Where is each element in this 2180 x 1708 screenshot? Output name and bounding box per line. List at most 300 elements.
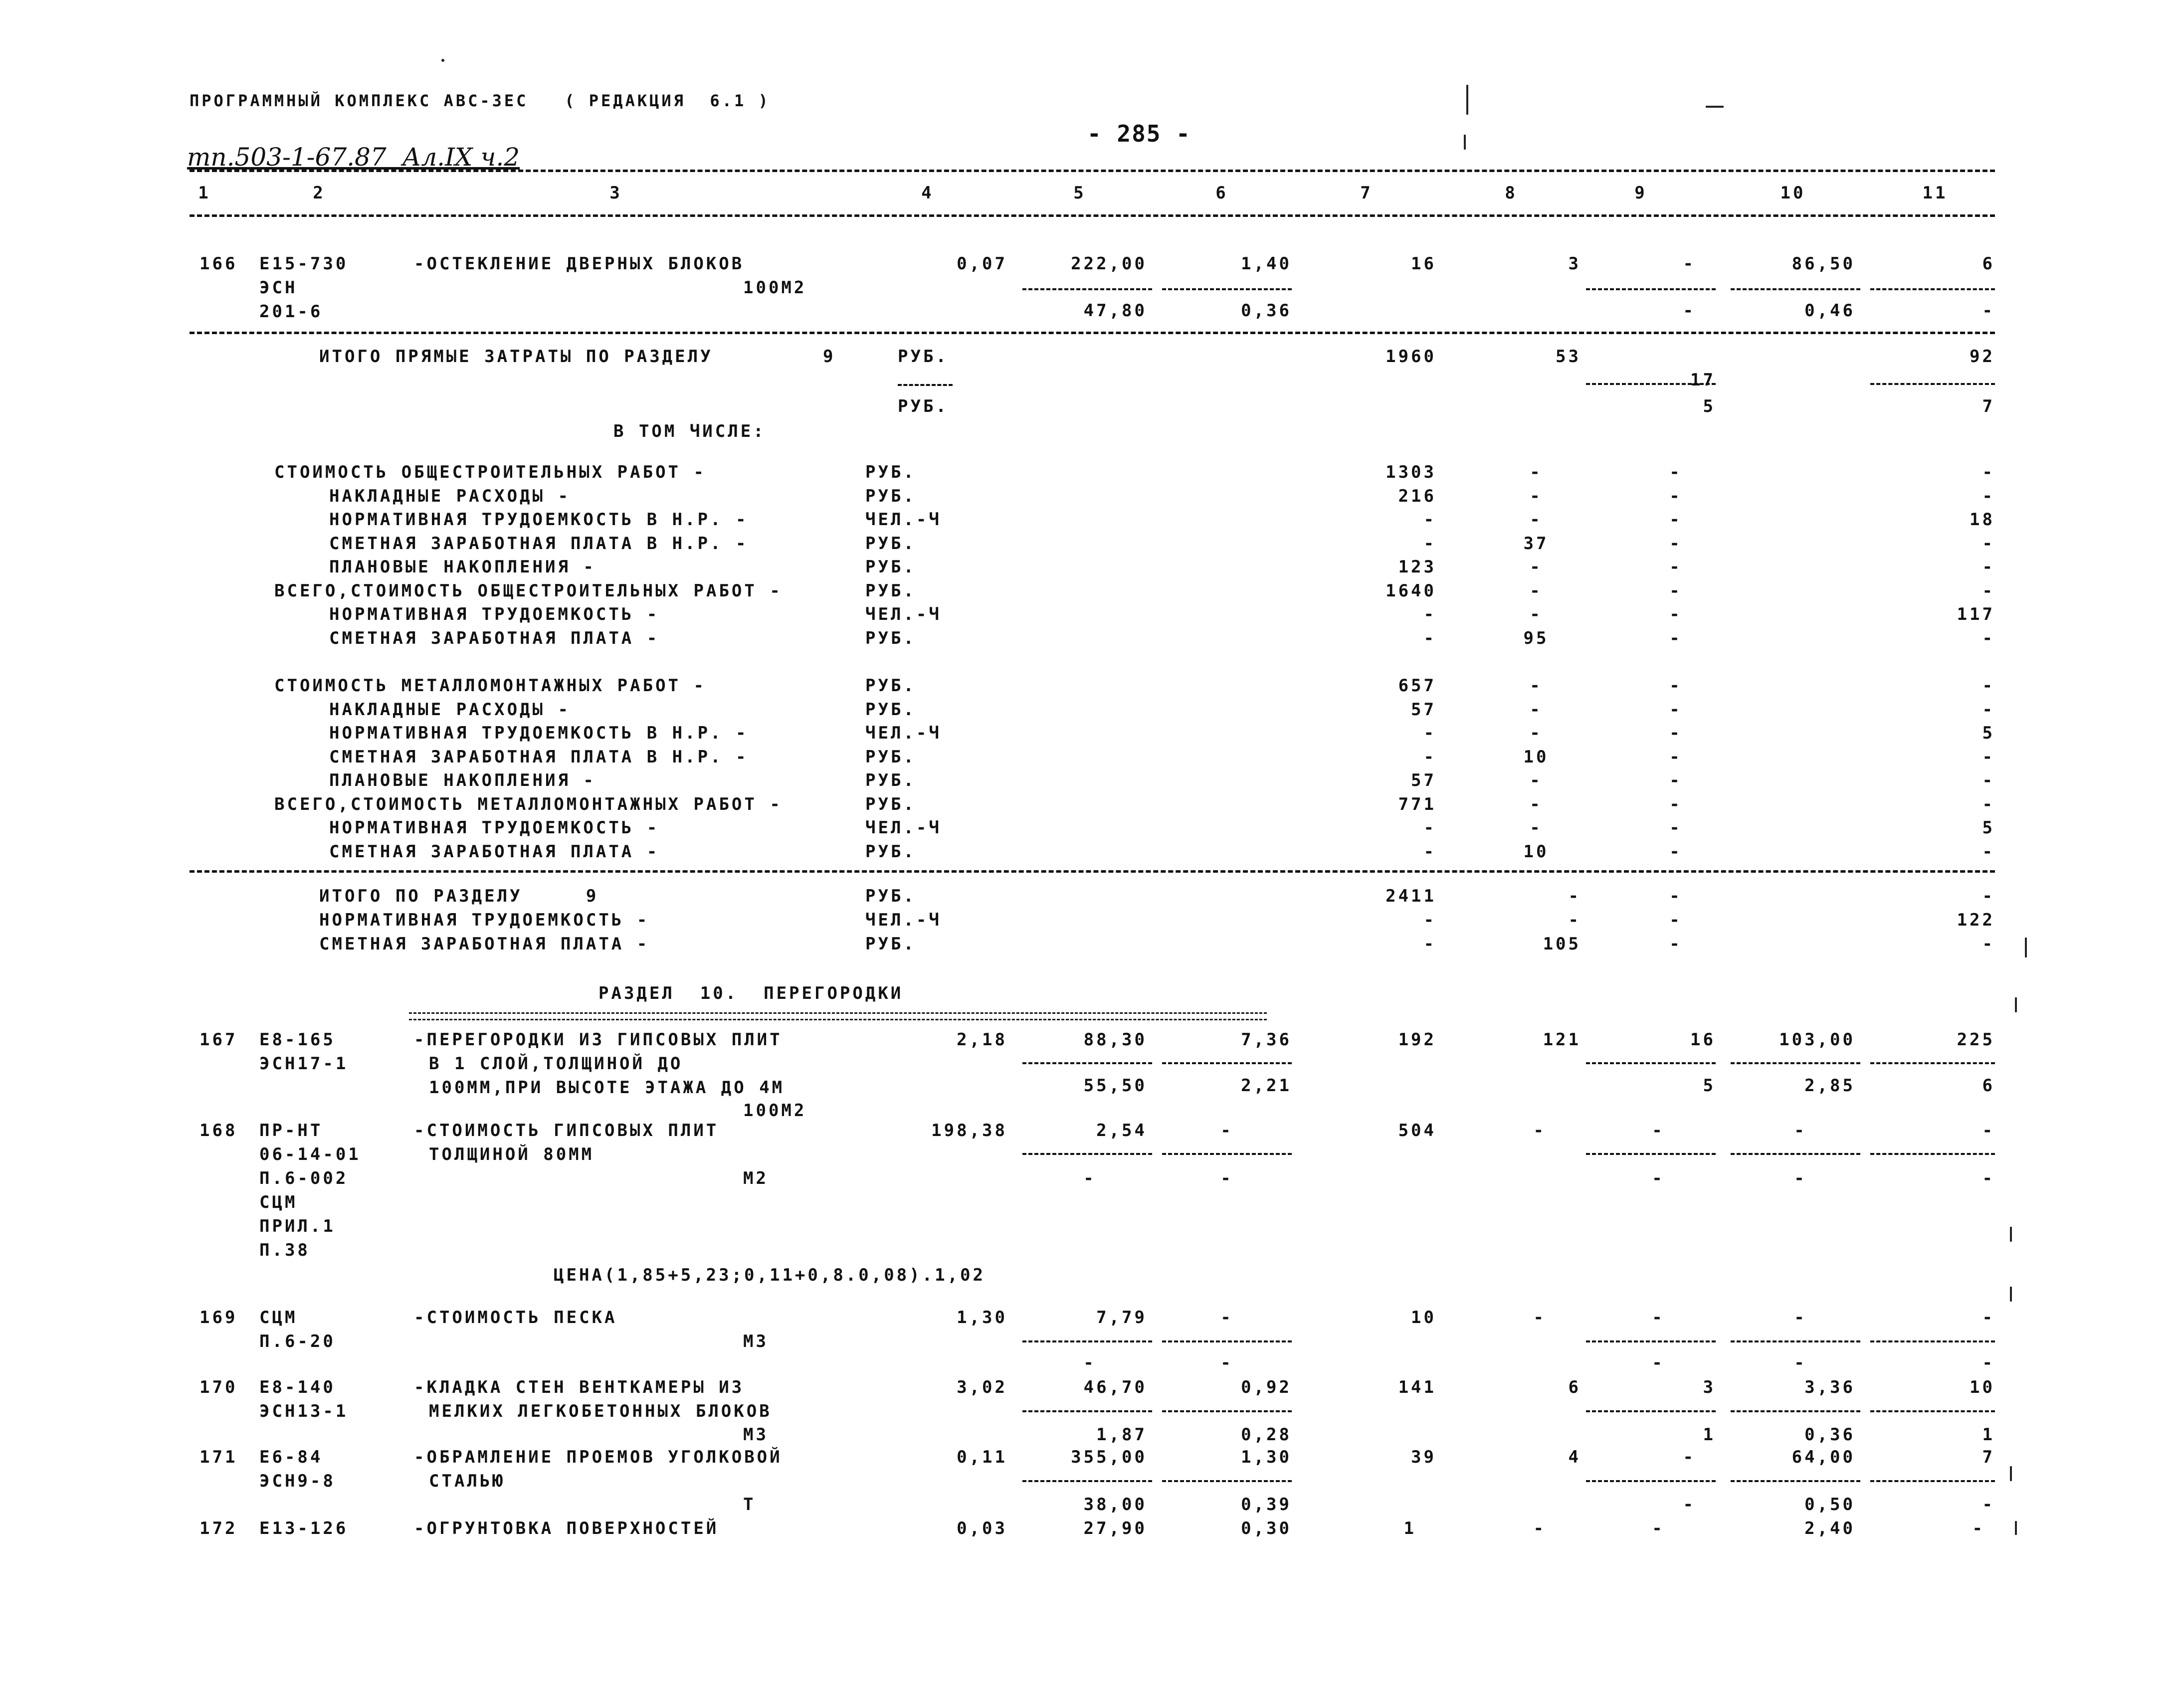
measure-unit: 100М2 bbox=[743, 1101, 807, 1121]
total-label: СМЕТНАЯ ЗАРАБОТНАЯ ПЛАТА - bbox=[319, 934, 650, 954]
breakdown-machine: - bbox=[1669, 534, 1682, 554]
total-label: ИТОГО ПРЯМЫЕ ЗАТРАТЫ ПО РАЗДЕЛУ bbox=[319, 347, 713, 367]
machine-total: - bbox=[1683, 254, 1696, 274]
sub-rule bbox=[1870, 288, 1995, 290]
unit-cost-wages: 55,50 bbox=[1083, 1076, 1147, 1096]
breakdown-unit: РУБ. bbox=[865, 676, 916, 696]
breakdown-unit: РУБ. bbox=[865, 794, 916, 814]
breakdown-total: 57 bbox=[1411, 770, 1436, 790]
breakdown-machine: - bbox=[1669, 581, 1682, 601]
total-cost: 504 bbox=[1398, 1121, 1436, 1140]
labor-unit: 86,50 bbox=[1791, 254, 1855, 274]
machine-cost: - bbox=[1220, 1308, 1233, 1328]
breakdown-labor: - bbox=[1982, 794, 1995, 814]
sub-rule bbox=[1162, 1410, 1292, 1412]
measure-unit: М3 bbox=[743, 1331, 769, 1351]
sub-rule bbox=[1022, 288, 1152, 290]
total-cost: - bbox=[1423, 910, 1436, 930]
sub-rule bbox=[1731, 1062, 1860, 1064]
program-header: ПРОГРАММНЫЙ КОМПЛЕКС АВС-ЗЕС ( РЕДАКЦИЯ 6.1 ) bbox=[190, 91, 771, 110]
breakdown-label: НОРМАТИВНАЯ ТРУДОЕМКОСТЬ В Н.Р. - bbox=[329, 510, 749, 530]
unit-cost-wages: 1,87 bbox=[1096, 1425, 1147, 1445]
breakdown-unit: РУБ. bbox=[865, 628, 916, 648]
machine-cost: 1,40 bbox=[1241, 254, 1292, 274]
work-name-2: МЕЛКИХ ЛЕГКОБЕТОННЫХ БЛОКОВ bbox=[429, 1401, 772, 1421]
breakdown-label: НОРМАТИВНАЯ ТРУДОЕМКОСТЬ - bbox=[329, 818, 660, 838]
breakdown-wages: - bbox=[1530, 581, 1543, 601]
breakdown-label: НОРМАТИВНАЯ ТРУДОЕМКОСТЬ - bbox=[329, 604, 660, 624]
breakdown-wages: - bbox=[1530, 486, 1543, 506]
breakdown-labor: - bbox=[1982, 700, 1995, 720]
row-number: 166 bbox=[199, 254, 238, 274]
total-machine: - bbox=[1669, 886, 1682, 906]
breakdown-total: - bbox=[1423, 842, 1436, 862]
scan-speck bbox=[2015, 997, 2017, 1012]
machine-wages: - bbox=[1652, 1353, 1665, 1373]
machine-cost-wages: 0,28 bbox=[1241, 1425, 1292, 1445]
labor-total: 7 bbox=[1982, 1447, 1995, 1467]
unit-cost: 222,00 bbox=[1071, 254, 1147, 274]
including-heading: В ТОМ ЧИСЛЕ: bbox=[613, 421, 766, 441]
scan-speck bbox=[2010, 1466, 2012, 1481]
total-cost: 1 bbox=[1403, 1518, 1416, 1538]
breakdown-labor: - bbox=[1982, 534, 1995, 554]
work-name: -ОГРУНТОВКА ПОВЕРХНОСТЕЙ bbox=[414, 1518, 719, 1538]
sub-rule bbox=[1586, 1340, 1716, 1342]
machine-total: 17 bbox=[1690, 370, 1716, 390]
sub-rule bbox=[1586, 383, 1716, 385]
sub-rule bbox=[1870, 1340, 1995, 1342]
breakdown-label: НОРМАТИВНАЯ ТРУДОЕМКОСТЬ В Н.Р. - bbox=[329, 723, 749, 743]
labor-total: 225 bbox=[1957, 1030, 1995, 1050]
unit-cost: 27,90 bbox=[1083, 1518, 1147, 1538]
breakdown-labor: 18 bbox=[1970, 510, 1995, 530]
labor-total-2: - bbox=[1982, 1168, 1995, 1188]
labor-total: 92 bbox=[1970, 347, 1995, 367]
norm-code: Е15-730 bbox=[259, 254, 349, 274]
scan-speck bbox=[2010, 1227, 2012, 1242]
total-cost: 10 bbox=[1411, 1308, 1436, 1328]
breakdown-label: НАКЛАДНЫЕ РАСХОДЫ - bbox=[329, 700, 571, 720]
breakdown-machine: - bbox=[1669, 462, 1682, 482]
total-unit: ЧЕЛ.-Ч bbox=[865, 910, 942, 930]
work-name: -ПЕРЕГОРОДКИ ИЗ ГИПСОВЫХ ПЛИТ bbox=[414, 1030, 783, 1050]
total-label: НОРМАТИВНАЯ ТРУДОЕМКОСТЬ - bbox=[319, 910, 650, 930]
breakdown-unit: РУБ. bbox=[865, 700, 916, 720]
labor-total: 6 bbox=[1982, 254, 1995, 274]
norm-code: Е8-140 bbox=[259, 1377, 336, 1397]
breakdown-labor: - bbox=[1982, 581, 1995, 601]
sub-rule bbox=[1022, 1062, 1152, 1064]
norm-code: Е8-165 bbox=[259, 1030, 336, 1050]
breakdown-total: - bbox=[1423, 818, 1436, 838]
breakdown-wages: - bbox=[1530, 700, 1543, 720]
breakdown-unit: РУБ. bbox=[865, 534, 916, 554]
breakdown-unit: ЧЕЛ.-Ч bbox=[865, 818, 942, 838]
breakdown-machine: - bbox=[1669, 818, 1682, 838]
breakdown-label: СМЕТНАЯ ЗАРАБОТНАЯ ПЛАТА В Н.Р. - bbox=[329, 534, 749, 554]
column-number-4: 4 bbox=[921, 183, 934, 203]
breakdown-machine: - bbox=[1669, 700, 1682, 720]
breakdown-unit: РУБ. bbox=[865, 557, 916, 577]
wages-total: - bbox=[1533, 1518, 1546, 1538]
header-rule-bottom bbox=[190, 214, 1995, 217]
machine-total: - bbox=[1652, 1308, 1665, 1328]
norm-code-2: ЭСН9-8 bbox=[259, 1471, 336, 1491]
breakdown-label: СТОИМОСТЬ МЕТАЛЛОМОНТАЖНЫХ РАБОТ - bbox=[274, 676, 706, 696]
labor-unit: - bbox=[1794, 1121, 1807, 1140]
work-name-2: СТАЛЬЮ bbox=[429, 1471, 505, 1491]
breakdown-total: 771 bbox=[1398, 794, 1436, 814]
machine-cost: - bbox=[1220, 1121, 1233, 1140]
breakdown-machine: - bbox=[1669, 770, 1682, 790]
breakdown-total: - bbox=[1423, 747, 1436, 767]
scan-speck bbox=[2010, 1287, 2012, 1302]
sub-rule bbox=[1586, 1062, 1716, 1064]
breakdown-machine: - bbox=[1669, 486, 1682, 506]
work-name: -СТОИМОСТЬ ПЕСКА bbox=[414, 1308, 617, 1328]
breakdown-total: 123 bbox=[1398, 557, 1436, 577]
labor-total-2: 1 bbox=[1982, 1425, 1995, 1445]
scan-speck bbox=[2025, 938, 2027, 957]
norm-code-3: 201-6 bbox=[259, 302, 323, 322]
column-number-7: 7 bbox=[1360, 183, 1373, 203]
unit-2: РУБ. bbox=[898, 396, 949, 416]
quantity: 0,03 bbox=[957, 1518, 1007, 1538]
quantity: 3,02 bbox=[957, 1377, 1007, 1397]
unit-cost-wages: - bbox=[1083, 1353, 1096, 1373]
breakdown-unit: ЧЕЛ.-Ч bbox=[865, 510, 942, 530]
breakdown-unit: РУБ. bbox=[865, 747, 916, 767]
breakdown-machine: - bbox=[1669, 723, 1682, 743]
breakdown-wages: 37 bbox=[1523, 534, 1549, 554]
machine-cost: 7,36 bbox=[1241, 1030, 1292, 1050]
breakdown-labor: - bbox=[1982, 486, 1995, 506]
sub-rule bbox=[1870, 1410, 1995, 1412]
breakdown-label: СТОИМОСТЬ ОБЩЕСТРОИТЕЛЬНЫХ РАБОТ - bbox=[274, 462, 706, 482]
total-label: ИТОГО ПО РАЗДЕЛУ 9 bbox=[319, 886, 599, 906]
machine-cost-wages: - bbox=[1220, 1168, 1233, 1188]
sub-rule bbox=[1162, 288, 1292, 290]
machine-cost-wages: 2,21 bbox=[1241, 1076, 1292, 1096]
norm-code: СЦМ bbox=[259, 1308, 298, 1328]
machine-cost: 0,92 bbox=[1241, 1377, 1292, 1397]
sub-rule bbox=[1022, 1340, 1152, 1342]
document-code: тп.503-1-67.87 Ал.IX ч.2 bbox=[187, 143, 520, 172]
norm-code-2: ЭСН13-1 bbox=[259, 1401, 349, 1421]
quantity: 1,30 bbox=[957, 1308, 1007, 1328]
work-name: -ОСТЕКЛЕНИЕ ДВЕРНЫХ БЛОКОВ bbox=[414, 254, 745, 274]
sub-rule bbox=[1586, 1410, 1716, 1412]
norm-code: Е13-126 bbox=[259, 1518, 349, 1538]
unit-cost: 2,54 bbox=[1096, 1121, 1147, 1140]
breakdown-labor: - bbox=[1982, 676, 1995, 696]
sub-rule bbox=[1870, 383, 1995, 385]
column-number-2: 2 bbox=[313, 183, 326, 203]
breakdown-machine: - bbox=[1669, 557, 1682, 577]
row-number: 169 bbox=[199, 1308, 238, 1328]
labor-total-2: 7 bbox=[1982, 396, 1995, 416]
norm-code-2: ЭСН17-1 bbox=[259, 1054, 349, 1074]
sub-rule bbox=[1022, 1410, 1152, 1412]
sub-rule bbox=[1731, 1410, 1860, 1412]
unit-cost: 7,79 bbox=[1096, 1308, 1147, 1328]
total-cost: 192 bbox=[1398, 1030, 1436, 1050]
row-number: 172 bbox=[199, 1518, 238, 1538]
total-unit: РУБ. bbox=[865, 934, 916, 954]
quantity: 0,07 bbox=[957, 254, 1007, 274]
sub-rule bbox=[1022, 1153, 1152, 1155]
breakdown-unit: ЧЕЛ.-Ч bbox=[865, 723, 942, 743]
total-cost: 16 bbox=[1411, 254, 1436, 274]
breakdown-labor: 5 bbox=[1982, 818, 1995, 838]
row-number: 171 bbox=[199, 1447, 238, 1467]
breakdown-unit: РУБ. bbox=[865, 581, 916, 601]
breakdown-wages: - bbox=[1530, 770, 1543, 790]
breakdown-labor: - bbox=[1982, 770, 1995, 790]
machine-total: 3 bbox=[1703, 1377, 1716, 1397]
measure-unit: М2 bbox=[743, 1168, 769, 1188]
quantity: 2,18 bbox=[957, 1030, 1007, 1050]
breakdown-total: 1303 bbox=[1386, 462, 1436, 482]
breakdown-unit: РУБ. bbox=[865, 842, 916, 862]
labor-total-2: - bbox=[1982, 301, 1995, 321]
breakdown-label: ВСЕГО,СТОИМОСТЬ ОБЩЕСТРОИТЕЛЬНЫХ РАБОТ - bbox=[274, 581, 783, 601]
scan-speck bbox=[1706, 106, 1724, 108]
breakdown-wages: - bbox=[1530, 676, 1543, 696]
title-underline bbox=[409, 1012, 1267, 1020]
total-cost: 1960 bbox=[1386, 347, 1436, 367]
sub-rule bbox=[1162, 1153, 1292, 1155]
breakdown-labor: 5 bbox=[1982, 723, 1995, 743]
machine-wages: 5 bbox=[1703, 396, 1716, 416]
labor-unit: 3,36 bbox=[1804, 1377, 1855, 1397]
column-number-10: 10 bbox=[1780, 183, 1806, 203]
unit-cost-wages: 47,80 bbox=[1083, 301, 1147, 321]
breakdown-labor: - bbox=[1982, 462, 1995, 482]
labor-unit: 2,40 bbox=[1804, 1518, 1855, 1538]
breakdown-total: - bbox=[1423, 604, 1436, 624]
row-number: 167 bbox=[199, 1030, 238, 1050]
norm-code: Е6-84 bbox=[259, 1447, 323, 1467]
breakdown-machine: - bbox=[1669, 604, 1682, 624]
labor-unit-2: 2,85 bbox=[1804, 1076, 1855, 1096]
section-10-title: РАЗДЕЛ 10. ПЕРЕГОРОДКИ bbox=[598, 983, 904, 1003]
breakdown-wages: - bbox=[1530, 818, 1543, 838]
breakdown-labor: - bbox=[1982, 747, 1995, 767]
unit: РУБ. bbox=[898, 347, 949, 367]
labor-total: 10 bbox=[1970, 1377, 1995, 1397]
scan-speck bbox=[1466, 85, 1468, 115]
unit-cost-wages: 38,00 bbox=[1083, 1495, 1147, 1515]
wages-total: 6 bbox=[1568, 1377, 1581, 1397]
labor-unit-2: 0,46 bbox=[1804, 301, 1855, 321]
breakdown-labor: 117 bbox=[1957, 604, 1995, 624]
breakdown-label: НАКЛАДНЫЕ РАСХОДЫ - bbox=[329, 486, 571, 506]
breakdown-label: СМЕТНАЯ ЗАРАБОТНАЯ ПЛАТА В Н.Р. - bbox=[329, 747, 749, 767]
breakdown-wages: 10 bbox=[1523, 842, 1549, 862]
machine-cost: 1,30 bbox=[1241, 1447, 1292, 1467]
sub-rule bbox=[1870, 1480, 1995, 1482]
breakdown-wages: - bbox=[1530, 794, 1543, 814]
total-cost: 2411 bbox=[1386, 886, 1436, 906]
breakdown-labor: - bbox=[1982, 628, 1995, 648]
breakdown-unit: РУБ. bbox=[865, 462, 916, 482]
work-name: -СТОИМОСТЬ ГИПСОВЫХ ПЛИТ bbox=[414, 1121, 719, 1140]
breakdown-label: СМЕТНАЯ ЗАРАБОТНАЯ ПЛАТА - bbox=[329, 628, 660, 648]
breakdown-total: - bbox=[1423, 723, 1436, 743]
norm-code-5: ПРИЛ.1 bbox=[259, 1216, 336, 1236]
labor-total-2: 6 bbox=[1982, 1076, 1995, 1096]
unit-cost-wages: - bbox=[1083, 1168, 1096, 1188]
labor-total-2: - bbox=[1982, 1495, 1995, 1515]
labor-total: - bbox=[1982, 1121, 1995, 1140]
work-name-3: 100ММ,ПРИ ВЫСОТЕ ЭТАЖА ДО 4М bbox=[429, 1078, 785, 1098]
breakdown-labor: - bbox=[1982, 557, 1995, 577]
quantity: 198,38 bbox=[931, 1121, 1007, 1140]
sub-rule bbox=[1162, 1062, 1292, 1064]
breakdown-total: 57 bbox=[1411, 700, 1436, 720]
machine-wages: 5 bbox=[1703, 1076, 1716, 1096]
norm-code-2: ЭСН bbox=[259, 278, 298, 298]
total-wages: - bbox=[1568, 910, 1581, 930]
total-machine: - bbox=[1669, 934, 1682, 954]
sub-rule bbox=[1731, 1340, 1860, 1342]
machine-total: 16 bbox=[1690, 1030, 1716, 1050]
norm-code: ПР-НТ bbox=[259, 1121, 323, 1140]
sub-rule bbox=[1731, 288, 1860, 290]
total-wages: 105 bbox=[1543, 934, 1581, 954]
breakdown-wages: - bbox=[1530, 604, 1543, 624]
wages-total: 121 bbox=[1543, 1030, 1581, 1050]
norm-code-2: П.6-20 bbox=[259, 1331, 336, 1351]
total-wages: - bbox=[1568, 886, 1581, 906]
sub-rule bbox=[1731, 1153, 1860, 1155]
breakdown-machine: - bbox=[1669, 676, 1682, 696]
machine-cost-wages: 0,39 bbox=[1241, 1495, 1292, 1515]
unit-cost: 88,30 bbox=[1083, 1030, 1147, 1050]
scan-speck bbox=[441, 59, 444, 62]
total-machine: - bbox=[1669, 910, 1682, 930]
wages-total: - bbox=[1533, 1308, 1546, 1328]
norm-code-6: П.38 bbox=[259, 1240, 310, 1260]
section-rule bbox=[190, 870, 1995, 873]
wages-total: - bbox=[1533, 1121, 1546, 1140]
price-formula: ЦЕНА(1,85+5,23;0,11+0,8.0,08).1,02 bbox=[554, 1265, 986, 1285]
measure-unit: 100М2 bbox=[743, 278, 807, 298]
column-number-6: 6 bbox=[1215, 183, 1228, 203]
labor-unit: 64,00 bbox=[1791, 1447, 1855, 1467]
machine-wages: - bbox=[1652, 1168, 1665, 1188]
breakdown-total: - bbox=[1423, 628, 1436, 648]
breakdown-wages: - bbox=[1530, 557, 1543, 577]
breakdown-machine: - bbox=[1669, 510, 1682, 530]
column-number-8: 8 bbox=[1505, 183, 1518, 203]
breakdown-label: СМЕТНАЯ ЗАРАБОТНАЯ ПЛАТА - bbox=[329, 842, 660, 862]
sub-rule bbox=[1022, 1480, 1152, 1482]
labor-total: - bbox=[1982, 1308, 1995, 1328]
norm-code-2: 06-14-01 bbox=[259, 1144, 361, 1164]
machine-cost-wages: - bbox=[1220, 1353, 1233, 1373]
column-number-3: 3 bbox=[609, 183, 622, 203]
labor-total-2: - bbox=[1982, 1353, 1995, 1373]
breakdown-wages: 10 bbox=[1523, 747, 1549, 767]
total-cost: - bbox=[1423, 934, 1436, 954]
labor-unit-2: 0,50 bbox=[1804, 1495, 1855, 1515]
sub-rule bbox=[1731, 1480, 1860, 1482]
breakdown-total: - bbox=[1423, 534, 1436, 554]
breakdown-total: - bbox=[1423, 510, 1436, 530]
unit-cost: 46,70 bbox=[1083, 1377, 1147, 1397]
labor-unit-2: - bbox=[1794, 1353, 1807, 1373]
machine-total: - bbox=[1683, 1447, 1696, 1467]
sub-rule bbox=[898, 384, 953, 386]
measure-unit: Т bbox=[743, 1495, 756, 1515]
total-labor: 122 bbox=[1957, 910, 1995, 930]
page-number: - 285 - bbox=[1087, 120, 1191, 147]
quantity: 0,11 bbox=[957, 1447, 1007, 1467]
sub-rule bbox=[1870, 1062, 1995, 1064]
labor-unit-2: - bbox=[1794, 1168, 1807, 1188]
breakdown-machine: - bbox=[1669, 842, 1682, 862]
labor-total: - bbox=[1972, 1518, 1985, 1538]
breakdown-machine: - bbox=[1669, 747, 1682, 767]
breakdown-wages: - bbox=[1530, 723, 1543, 743]
breakdown-wages: - bbox=[1530, 510, 1543, 530]
total-unit: РУБ. bbox=[865, 886, 916, 906]
header-rule-top bbox=[190, 170, 1995, 172]
breakdown-machine: - bbox=[1669, 628, 1682, 648]
section-rule bbox=[190, 332, 1995, 334]
sub-rule bbox=[1586, 288, 1716, 290]
breakdown-total: 657 bbox=[1398, 676, 1436, 696]
norm-code-3: П.6-002 bbox=[259, 1168, 349, 1188]
breakdown-total: 216 bbox=[1398, 486, 1436, 506]
machine-cost-wages: 0,36 bbox=[1241, 301, 1292, 321]
sub-rule bbox=[1162, 1340, 1292, 1342]
breakdown-label: ПЛАНОВЫЕ НАКОПЛЕНИЯ - bbox=[329, 557, 596, 577]
sub-rule bbox=[1586, 1480, 1716, 1482]
row-number: 168 bbox=[199, 1121, 238, 1140]
scan-speck bbox=[1464, 135, 1466, 150]
breakdown-machine: - bbox=[1669, 794, 1682, 814]
machine-wages: - bbox=[1683, 1495, 1696, 1515]
machine-wages: - bbox=[1683, 301, 1696, 321]
breakdown-wages: - bbox=[1530, 462, 1543, 482]
column-number-11: 11 bbox=[1922, 183, 1948, 203]
wages-total: 53 bbox=[1556, 347, 1581, 367]
work-name-2: В 1 СЛОЙ,ТОЛЩИНОЙ ДО bbox=[429, 1054, 683, 1074]
breakdown-total: 1640 bbox=[1386, 581, 1436, 601]
sub-rule bbox=[1870, 1153, 1995, 1155]
breakdown-unit: ЧЕЛ.-Ч bbox=[865, 604, 942, 624]
machine-total: - bbox=[1652, 1518, 1665, 1538]
sub-rule bbox=[1162, 1480, 1292, 1482]
breakdown-wages: 95 bbox=[1523, 628, 1549, 648]
total-cost: 39 bbox=[1411, 1447, 1436, 1467]
total-labor: - bbox=[1982, 886, 1995, 906]
labor-unit: 103,00 bbox=[1779, 1030, 1855, 1050]
labor-unit-2: 0,36 bbox=[1804, 1425, 1855, 1445]
work-name: -ОБРАМЛЕНИЕ ПРОЕМОВ УГОЛКОВОЙ bbox=[414, 1447, 783, 1467]
column-number-9: 9 bbox=[1634, 183, 1647, 203]
scan-speck bbox=[2015, 1521, 2017, 1535]
total-labor: - bbox=[1982, 934, 1995, 954]
wages-total: 3 bbox=[1568, 254, 1581, 274]
unit-cost: 355,00 bbox=[1071, 1447, 1147, 1467]
measure-unit: М3 bbox=[743, 1425, 769, 1445]
breakdown-unit: РУБ. bbox=[865, 486, 916, 506]
